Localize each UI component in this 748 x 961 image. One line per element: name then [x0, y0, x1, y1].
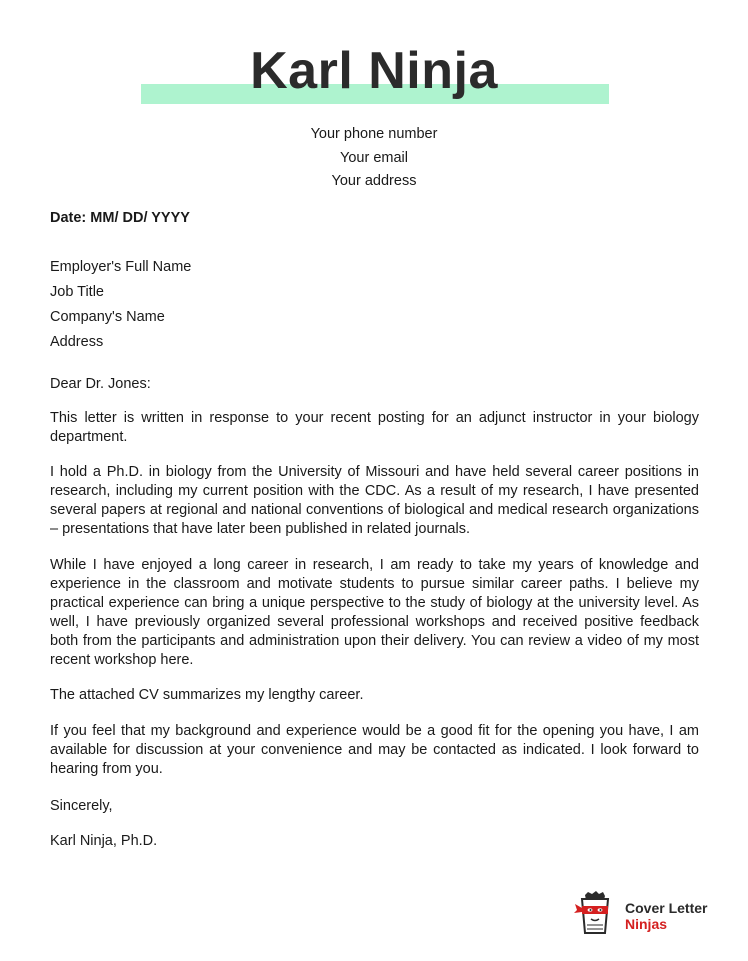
closing: Sincerely, — [50, 798, 113, 814]
body-paragraph-2: I hold a Ph.D. in biology from the University of Missouri and have held several career positions in research, including my current position with the CDC. As a result of my research, I have presented several papers at regional and national conventions of biological and medical research organizations – presentations that have later been published in related journals. — [50, 464, 699, 537]
applicant-name: Karl Ninja — [250, 42, 498, 100]
contact-email: Your email — [340, 150, 408, 166]
ninja-mascot-icon — [574, 891, 616, 937]
signature: Karl Ninja, Ph.D. — [50, 833, 158, 849]
recipient-job-title: Job Title — [50, 284, 104, 300]
salutation: Dear Dr. Jones: — [50, 376, 151, 392]
contact-address: Your address — [331, 173, 417, 189]
body-paragraph-5: If you feel that my background and experience would be a good fit for the opening you have, I am available for discussion at your convenience and may be contacted as indicated. I look forward to hearing from you. — [50, 723, 699, 777]
cover-letter-ninjas-logo — [574, 891, 724, 937]
recipient-full-name: Employer's Full Name — [50, 259, 192, 275]
body-paragraph-4: The attached CV summarizes my lengthy career. — [50, 687, 364, 703]
logo-text-ninjas: Ninjas — [625, 916, 668, 932]
body-paragraph-3: While I have enjoyed a long career in research, I am ready to take my years of knowledge and experience in the classroom and motivate students to pursue similar career paths. I believe my practical experience can bring a unique perspective to the study of biology at the university level. As well, I have previously organized several professional workshops and received positive feedback both from the participants and administration upon their delivery. You can review a video of my most recent workshop here. — [50, 557, 699, 668]
letter-date: Date: MM/ DD/ YYYY — [50, 210, 190, 226]
logo-text-cover-letter: Cover Letter — [625, 900, 708, 916]
recipient-address: Address — [50, 334, 104, 350]
recipient-company: Company's Name — [50, 309, 165, 325]
contact-phone: Your phone number — [310, 126, 438, 142]
body-paragraph-1: This letter is written in response to your recent posting for an adjunct instructor in your biology department. — [50, 410, 699, 445]
